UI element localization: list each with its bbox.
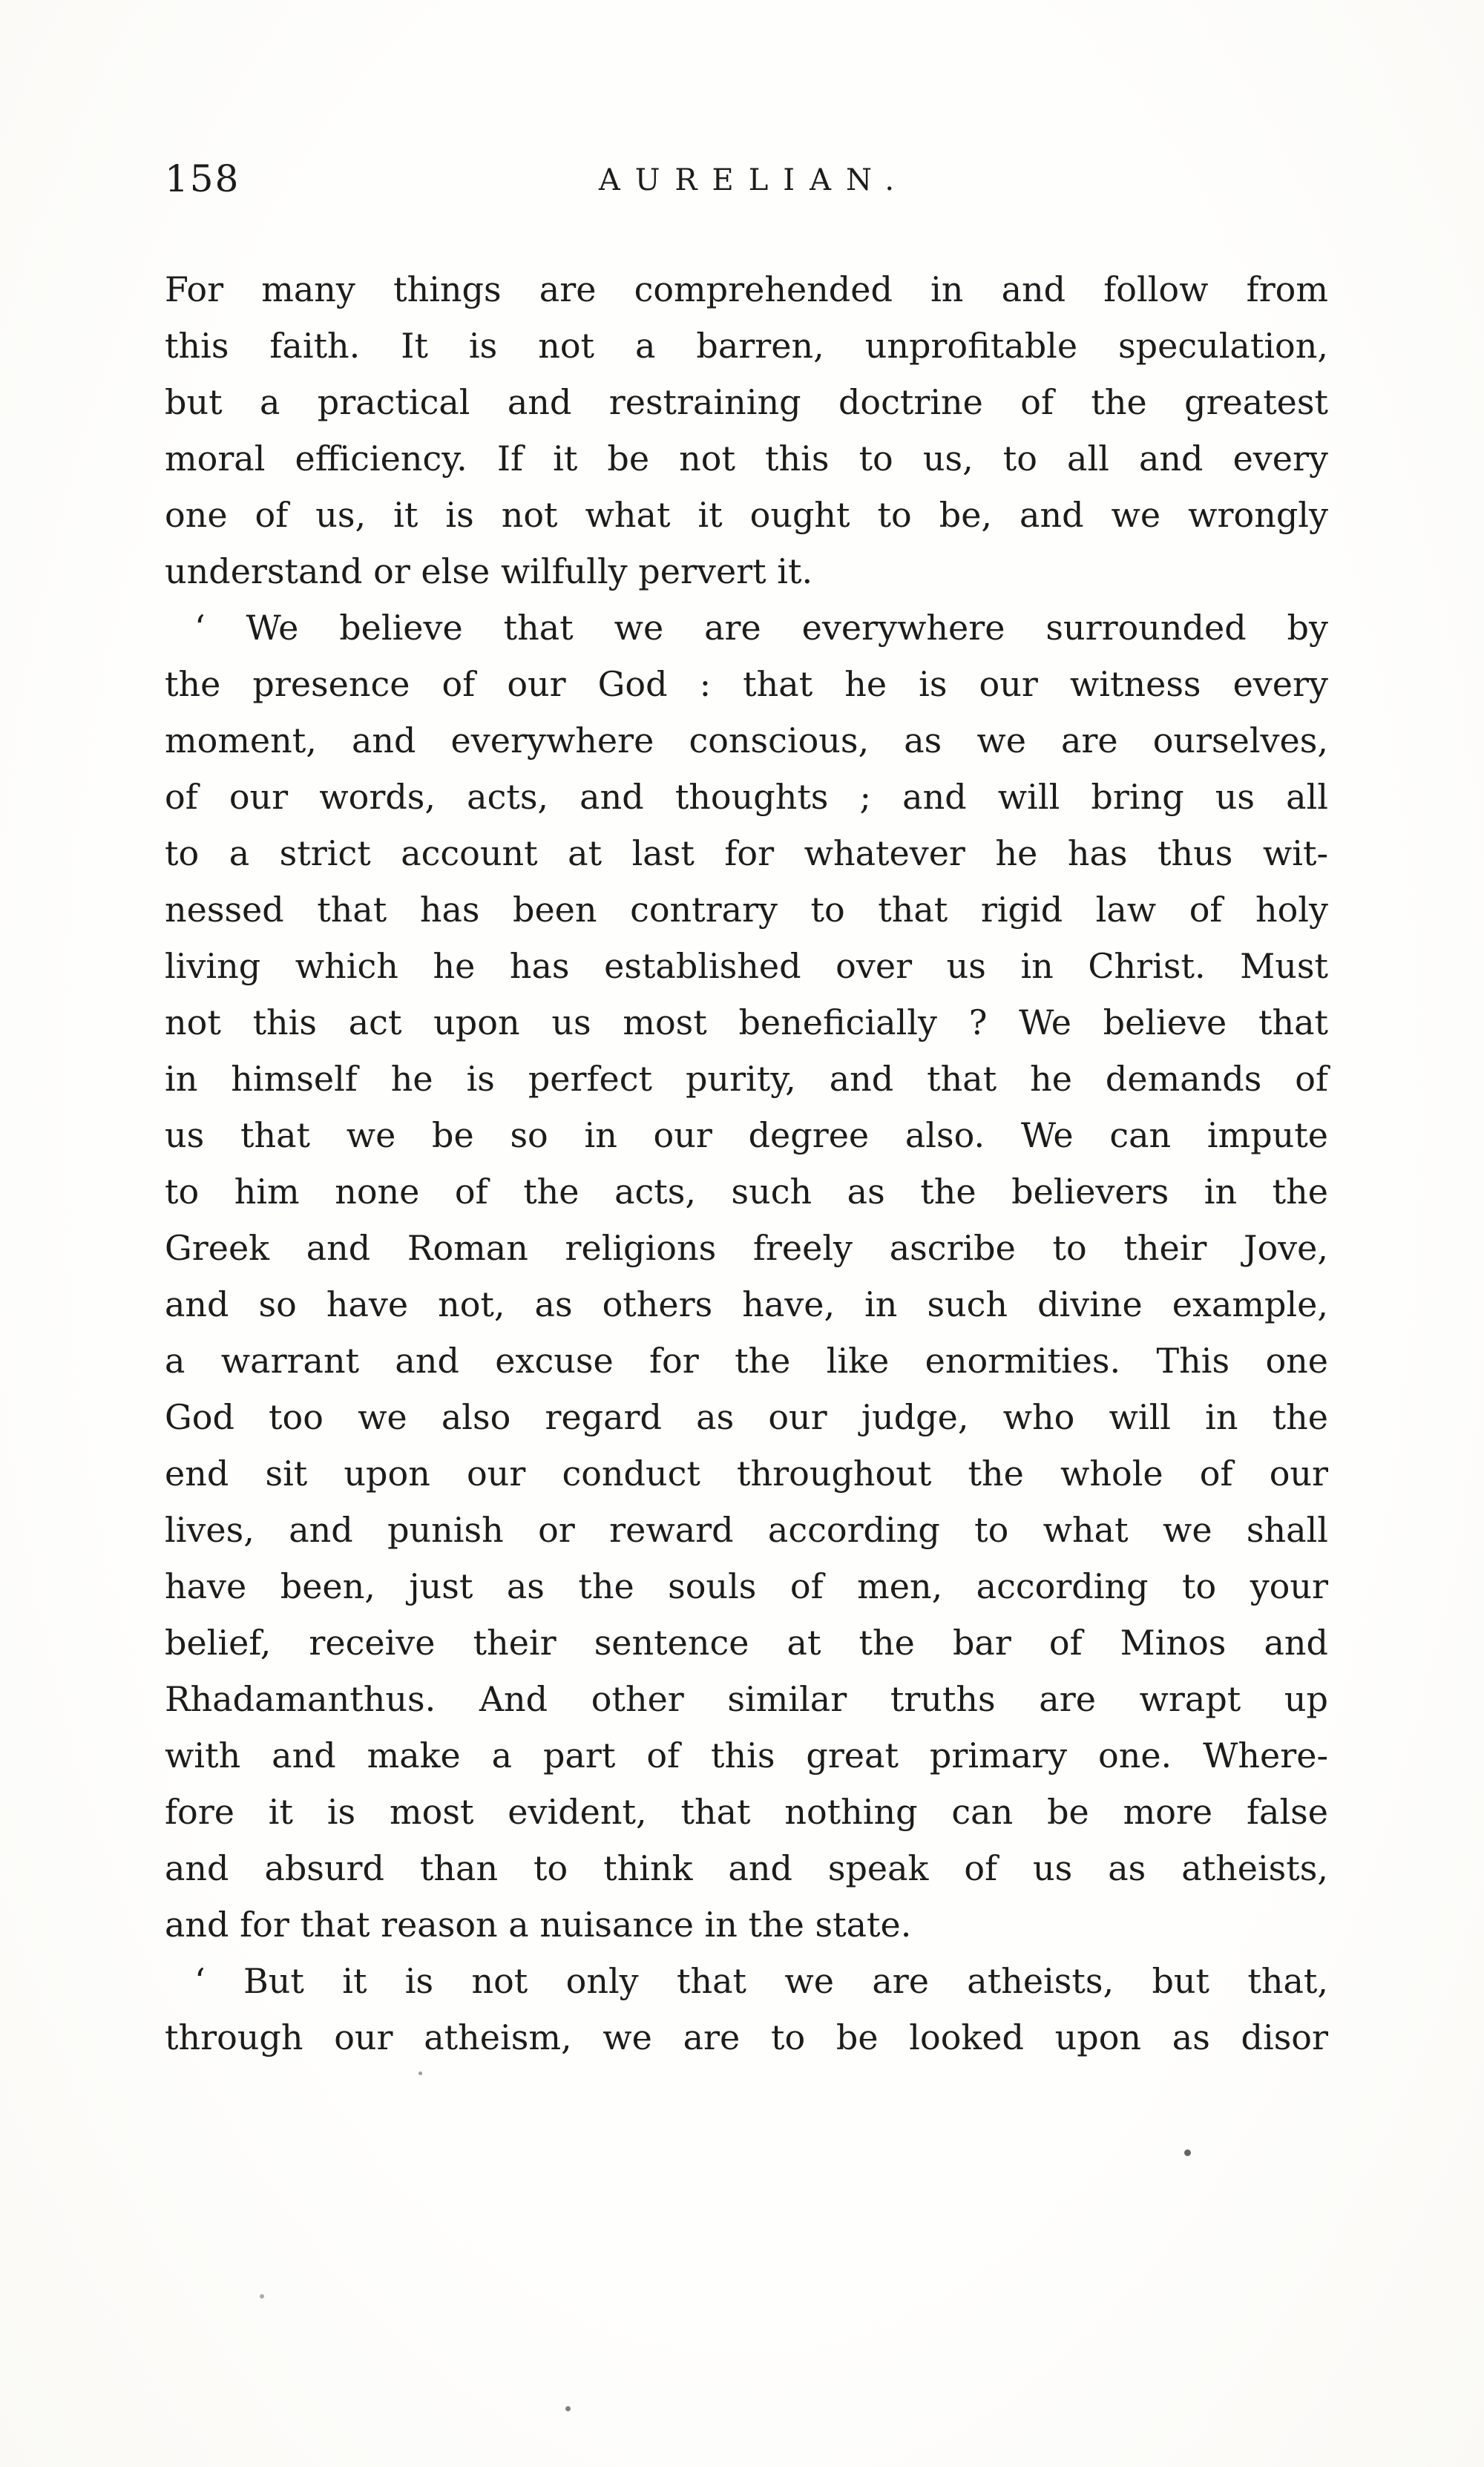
text-line: nessed that has been contrary to that rigid law of holy <box>165 890 1328 930</box>
text-line: moment, and everywhere conscious, as we are ourselves, <box>165 720 1328 761</box>
text-line: living which he has established over us in Christ. Must <box>165 946 1328 986</box>
text-line: lives, and punish or reward according to what we shall <box>165 1510 1328 1550</box>
text-line: For many things are comprehended in and follow from <box>165 269 1328 309</box>
text-line: ‘ We believe that we are everywhere surrounded by <box>194 608 1328 648</box>
text-line: to a strict account at last for whatever he has thus wit- <box>165 833 1328 873</box>
text-line: Greek and Roman religions freely ascribe to their Jove, <box>165 1228 1328 1268</box>
text-line: one of us, it is not what it ought to be, and we wrongly <box>165 495 1328 535</box>
text-line: Rhadamanthus. And other similar truths are wrapt up <box>165 1679 1328 1719</box>
text-line: end sit upon our conduct throughout the whole of our <box>165 1453 1328 1494</box>
text-line: ‘ But it is not only that we are atheists, but that, <box>194 1961 1328 2001</box>
text-line: with and make a part of this great primary one. Where- <box>165 1735 1328 1775</box>
scan-speck <box>1184 2149 1191 2156</box>
running-title: AURELIAN. <box>598 163 910 197</box>
text-line: us that we be so in our degree also. We can impute <box>165 1115 1328 1155</box>
text-line: God too we also regard as our judge, who will in the <box>165 1397 1328 1437</box>
scan-speck <box>565 2406 571 2411</box>
text-line: this faith. It is not a barren, unprofitable speculation, <box>165 326 1328 366</box>
text-line: to him none of the acts, such as the believers in the <box>165 1172 1328 1212</box>
scan-speck <box>418 2072 422 2075</box>
text-line: but a practical and restraining doctrine of the greatest <box>165 382 1328 422</box>
text-line: belief, receive their sentence at the bar of Minos and <box>165 1623 1328 1663</box>
text-line: have been, just as the souls of men, according to your <box>165 1566 1328 1606</box>
text-line: of our words, acts, and thoughts ; and will bring us all <box>165 777 1328 817</box>
text-line: fore it is most evident, that nothing can be more false <box>165 1792 1328 1832</box>
text-line: in himself he is perfect purity, and that he demands of <box>165 1059 1328 1099</box>
page-body <box>165 261 1328 2066</box>
text-line: a warrant and excuse for the like enormities. This one <box>165 1341 1328 1381</box>
text-line: moral efficiency. If it be not this to us, to all and every <box>165 438 1328 479</box>
text-line: and absurd than to think and speak of us as atheists, <box>165 1848 1328 1888</box>
scan-speck <box>260 2294 264 2299</box>
page-number: 158 <box>165 157 240 200</box>
text-line: the presence of our God : that he is our witness every <box>165 664 1328 704</box>
text-line: and for that reason a nuisance in the state. <box>165 1905 912 1945</box>
text-line: understand or else wilfully pervert it. <box>165 551 813 591</box>
text-line: through our atheism, we are to be looked upon as disor <box>165 2017 1328 2057</box>
text-line: and so have not, as others have, in such divine example, <box>165 1284 1328 1324</box>
text-line: not this act upon us most beneficially ? We believe that <box>165 1002 1328 1042</box>
page-header <box>165 157 1328 209</box>
